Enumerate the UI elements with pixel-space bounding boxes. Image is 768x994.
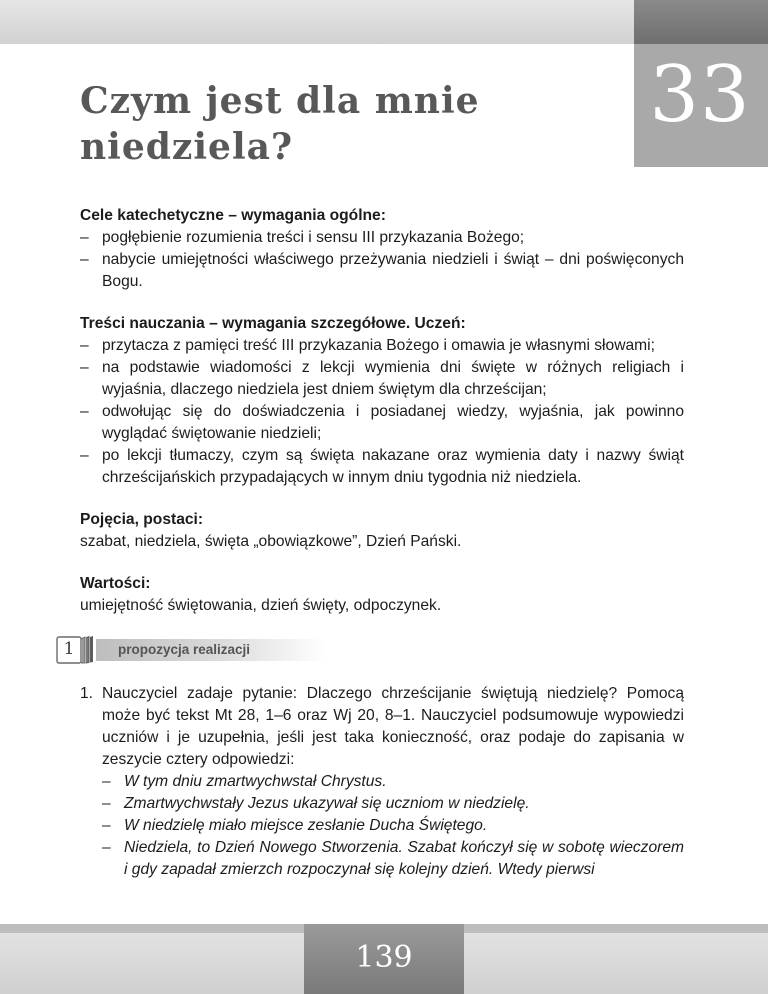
general-goals-list [80, 227, 684, 293]
title-line-1: Czym jest dla mnie [80, 80, 480, 122]
general-goals-heading: Cele katechetyczne – wymagania ogólne: [80, 207, 386, 224]
concepts-heading: Pojęcia, postaci: [80, 511, 204, 528]
values-heading: Wartości: [80, 575, 151, 592]
page-number: 139 [355, 940, 413, 975]
list-item: – przytacza z pamięci treść III przykazania Bożego i omawia je własnymi słowami; [80, 335, 684, 357]
step-item [80, 683, 684, 881]
proposal-header [56, 635, 684, 665]
step-number: 1. [80, 685, 94, 702]
concepts-text: szabat, niedziela, święta „obowiązkowe”, Dzień Pański. [80, 533, 462, 550]
proposal-label: propozycja realizacji [118, 642, 251, 657]
title-line-2: niedziela? [80, 126, 294, 168]
list-item: – Niedziela, to Dzień Nowego Stworzenia. Szabat kończył się w sobotę wieczorem i gdy zapadał zmierzch rozpoczynał się kolejny dzień. Wtedy pierwsi [102, 837, 684, 881]
answers-list [102, 771, 684, 881]
page-title [80, 78, 600, 170]
main-content [63, 205, 684, 881]
list-item: – W niedzielę miało miejsce zesłanie Ducha Świętego. [102, 815, 684, 837]
list-item: – odwołując się do doświadczenia i posiadanej wiedzy, wyjaśnia, jak powinno wyglądać świętowanie niedzieli; [80, 401, 684, 445]
detailed-requirements-list [80, 335, 684, 489]
detailed-requirements-heading: Treści nauczania – wymagania szczegółowe. Uczeń: [80, 315, 466, 332]
list-item: – po lekcji tłumaczy, czym są święta nakazane oraz wymienia daty i nazwy świąt chrześcijańskich przypadających w innym dniu tygodnia niż niedziela. [80, 445, 684, 489]
list-item: – nabycie umiejętności właściwego przeżywania niedzieli i świąt – dni poświęconych Bogu. [80, 249, 684, 293]
list-item: – Zmartwychwstały Jezus ukazywał się uczniom w niedzielę. [102, 793, 684, 815]
proposal-number: 1 [63, 639, 75, 659]
list-item: – pogłębienie rozumienia treści i sensu III przykazania Bożego; [80, 227, 684, 249]
step-text: Nauczyciel zadaje pytanie: Dlaczego chrześcijanie świętują niedzielę? Pomocą może być tekst Mt 28, 1–6 oraz Wj 20, 8–1. Nauczyciel podsumowuje wypowiedzi uczniów i je uzupełnia, jeśli jest taka konieczność, oraz podaje do zapisania w zeszycie cztery odpowiedzi: [102, 685, 684, 768]
values-text: umiejętność świętowania, dzień święty, odpoczynek. [80, 597, 442, 614]
list-item: – W tym dniu zmartwychwstał Chrystus. [102, 771, 684, 793]
list-item: – na podstawie wiadomości z lekcji wymienia dni święte w różnych religiach i wyjaśnia, dlaczego niedziela jest dniem świętym dla chrześcijan; [80, 357, 684, 401]
chapter-number: 33 [649, 50, 751, 140]
header-band-dark [634, 0, 768, 44]
